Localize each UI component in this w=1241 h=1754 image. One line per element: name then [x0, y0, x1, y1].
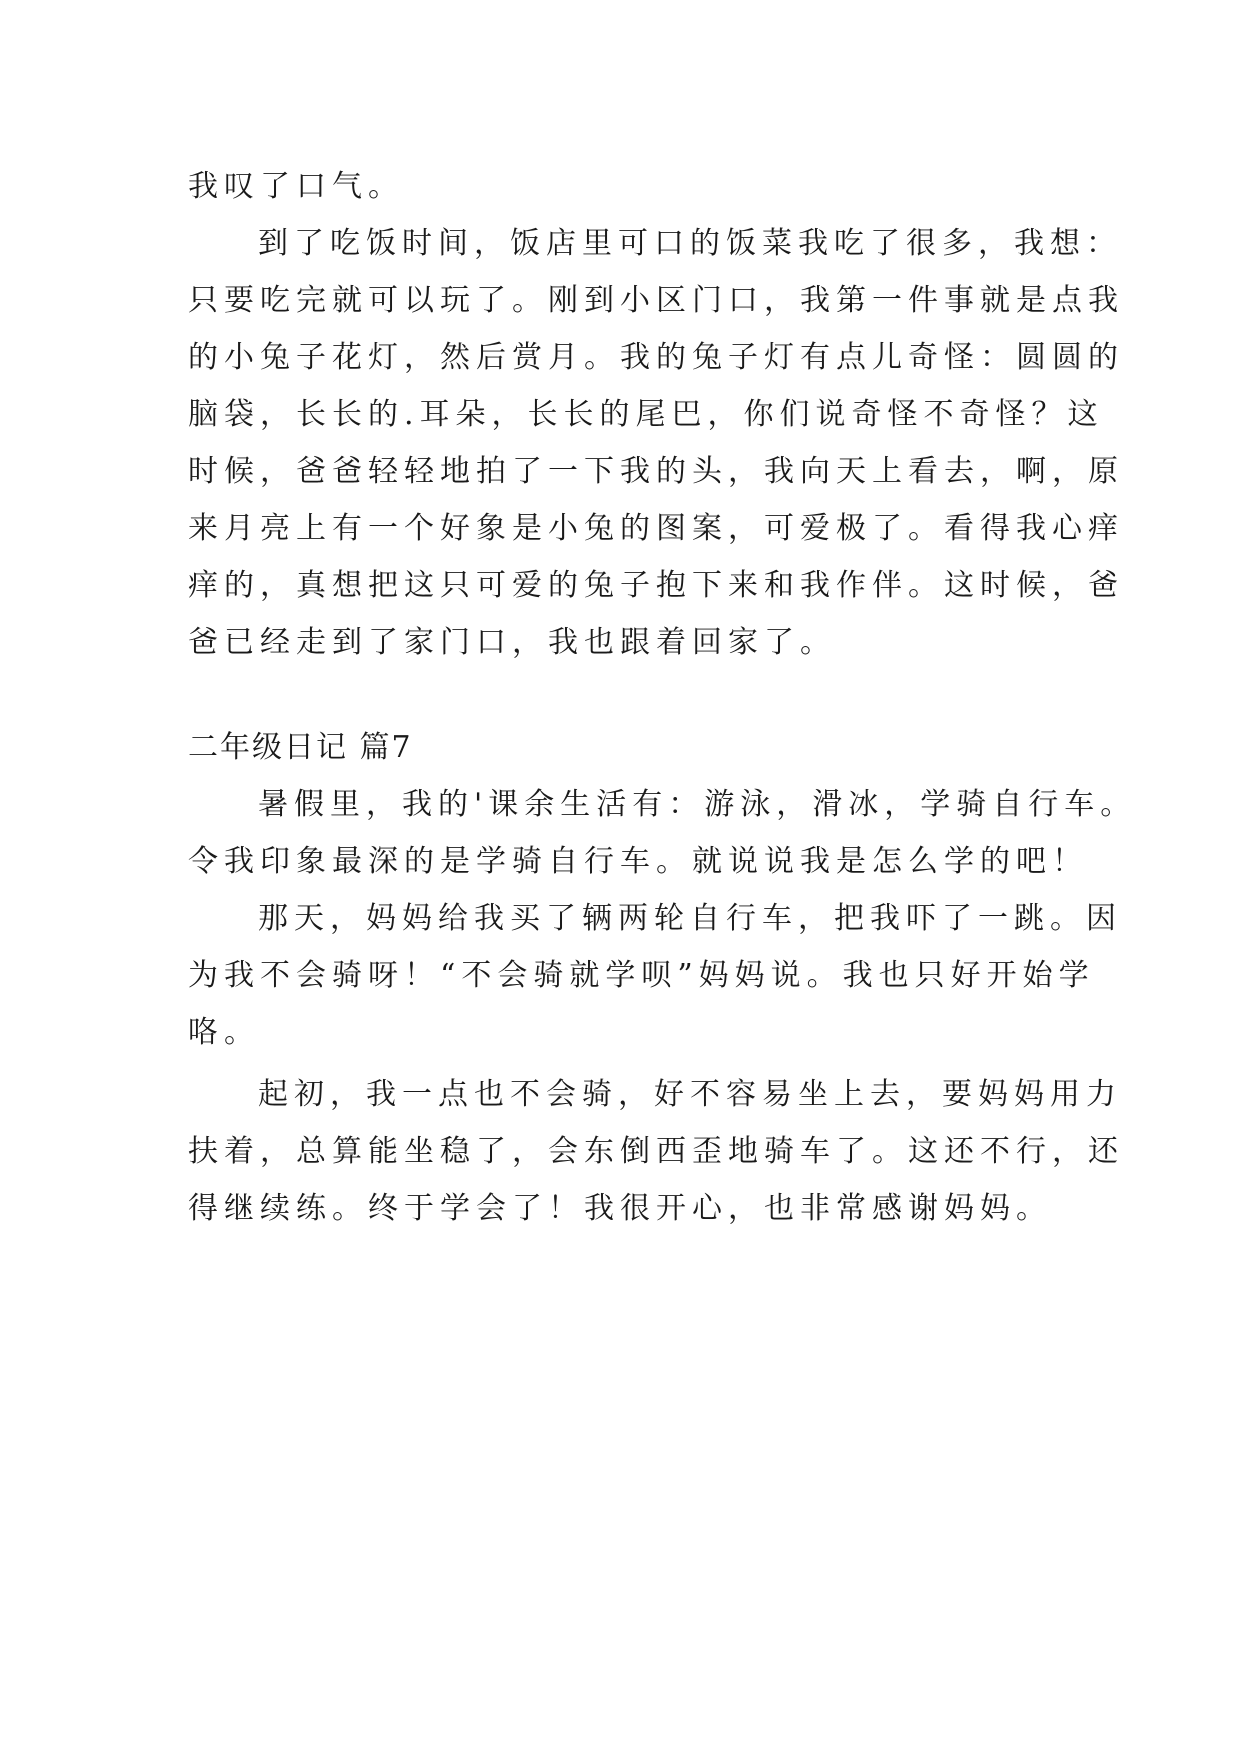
- text-line: 来月亮上有一个好象是小兔的图案，可爱极了。看得我心痒: [188, 511, 1124, 546]
- text-line: 痒的，真想把这只可爱的兔子抱下来和我作伴。这时候，爸: [188, 568, 1124, 603]
- text-line: 得继续练。终于学会了！我很开心，也非常感谢妈妈。: [188, 1191, 1052, 1226]
- text-line: 爸已经走到了家门口，我也跟着回家了。: [188, 625, 836, 660]
- paragraph-lantern: [188, 215, 1124, 671]
- text-line: 起初，我一点也不会骑，好不容易坐上去，要妈妈用力: [258, 1077, 1122, 1112]
- paragraph-learning: [188, 1066, 1124, 1237]
- text-line: 那天，妈妈给我买了辆两轮自行车，把我吓了一跳。因: [258, 901, 1122, 936]
- text-line: 令我印象最深的是学骑自行车。就说说我是怎么学的吧！: [188, 844, 1088, 879]
- text-line: 咯。: [188, 1015, 260, 1050]
- paragraph-summer: [188, 776, 1137, 890]
- text-line: 暑假里，我的'课余生活有：游泳，滑冰，学骑自行车。: [258, 787, 1137, 822]
- paragraph-bicycle: [188, 890, 1122, 1061]
- text-line: 的小兔子花灯，然后赏月。我的兔子灯有点儿奇怪：圆圆的: [188, 340, 1124, 375]
- text-line: 扶着，总算能坐稳了，会东倒西歪地骑车了。这还不行，还: [188, 1134, 1124, 1169]
- paragraph-continued: [188, 158, 1068, 215]
- text-line: 时候，爸爸轻轻地拍了一下我的头，我向天上看去，啊，原: [188, 454, 1124, 489]
- document-body: [188, 158, 1137, 1237]
- text-line: 脑袋，长长的.耳朵，长长的尾巴，你们说奇怪不奇怪？这: [188, 397, 1104, 432]
- text-line: 为我不会骑呀！“不会骑就学呗”妈妈说。我也只好开始学: [188, 958, 1095, 993]
- text-line: 到了吃饭时间，饭店里可口的饭菜我吃了很多，我想：: [258, 226, 1122, 261]
- text-line: 我叹了口气。: [188, 169, 404, 204]
- text-line: 只要吃完就可以玩了。刚到小区门口，我第一件事就是点我: [188, 283, 1124, 318]
- section-heading: 二年级日记 篇7: [188, 730, 413, 765]
